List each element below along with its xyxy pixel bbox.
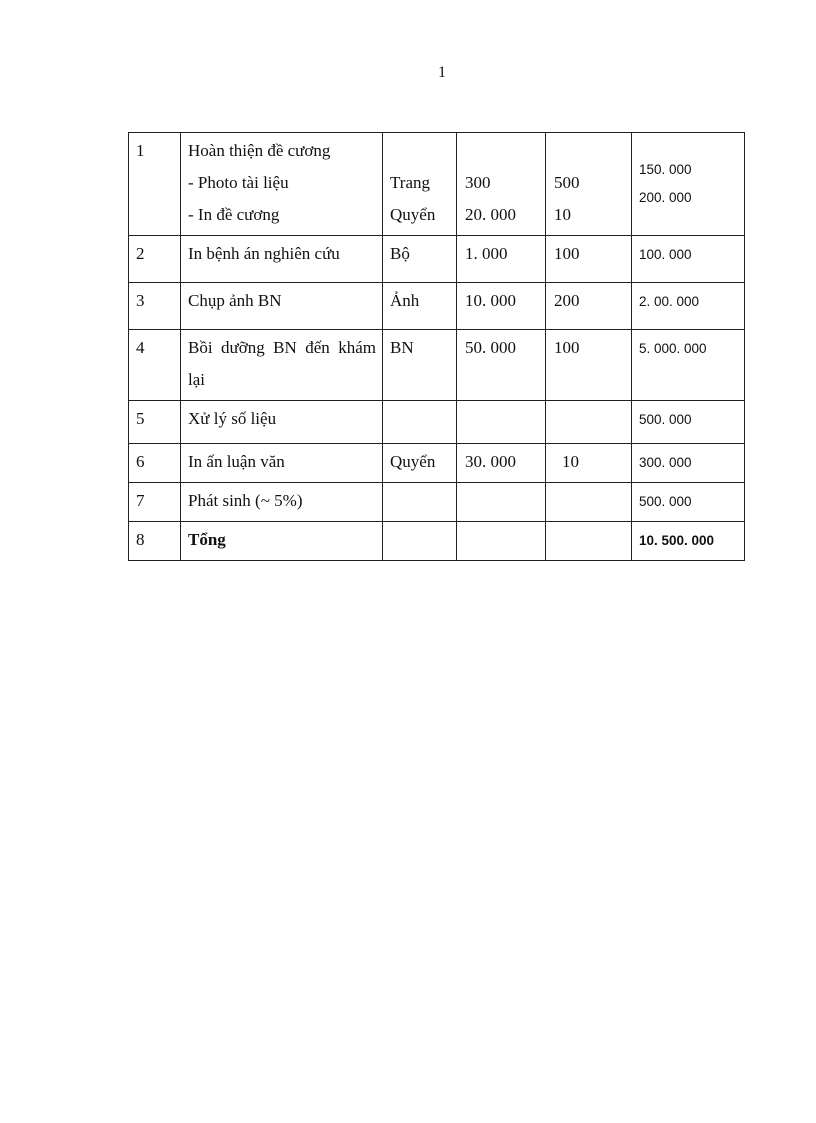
unit-cell: [383, 133, 457, 236]
price-cell: [457, 401, 546, 444]
grand-total-cell: 10. 500. 000: [632, 522, 745, 561]
page-number: 1: [438, 64, 446, 81]
unit-cell: Bộ: [383, 236, 457, 283]
unit-line: [390, 135, 450, 167]
item-cell: Phát sinh (~ 5%): [181, 483, 383, 522]
total-cell: 500. 000: [632, 401, 745, 444]
table-row: [129, 283, 745, 330]
total-cell: 2. 00. 000: [632, 283, 745, 330]
total-cell: 100. 000: [632, 236, 745, 283]
item-cell: [181, 133, 383, 236]
unit-line: Trang: [390, 173, 430, 192]
table-row: [129, 401, 745, 444]
unit-cell: Ảnh: [383, 283, 457, 330]
item-cell: Bồi dưỡng BN đến khám lại: [181, 330, 383, 401]
price-cell: 1. 000: [457, 236, 546, 283]
unit-cell: [383, 401, 457, 444]
unit-line: Quyển: [390, 205, 436, 224]
price-line: 20. 000: [465, 205, 516, 224]
qty-line: 500: [554, 173, 580, 192]
price-cell: [457, 522, 546, 561]
total-cell: 300. 000: [632, 444, 745, 483]
table-row: [129, 483, 745, 522]
stt-cell: 5: [129, 401, 181, 444]
qty-cell: 10: [546, 444, 632, 483]
price-line: [465, 135, 539, 167]
stt-cell: 7: [129, 483, 181, 522]
table-row: [129, 444, 745, 483]
table-row: [129, 133, 745, 236]
qty-cell: [546, 522, 632, 561]
unit-cell: [383, 483, 457, 522]
qty-cell: 100: [546, 330, 632, 401]
stt-cell: 3: [129, 283, 181, 330]
price-line: 300: [465, 173, 491, 192]
qty-cell: 200: [546, 283, 632, 330]
total-line: 200. 000: [639, 190, 692, 205]
total-cell: 500. 000: [632, 483, 745, 522]
price-cell: [457, 133, 546, 236]
total-cell: 5. 000. 000: [632, 330, 745, 401]
item-cell: Chụp ảnh BN: [181, 283, 383, 330]
total-line: 150. 000: [639, 162, 692, 177]
item-cell: In bệnh án nghiên cứu: [181, 236, 383, 283]
total-cell: [632, 133, 745, 236]
table-row: [129, 330, 745, 401]
total-label-cell: Tổng: [181, 522, 383, 561]
item-line: Hoàn thiện đề cương: [188, 141, 331, 160]
stt-cell: 8: [129, 522, 181, 561]
unit-cell: Quyển: [383, 444, 457, 483]
item-cell: In ấn luận văn: [181, 444, 383, 483]
price-cell: [457, 483, 546, 522]
item-cell: Xử lý số liệu: [181, 401, 383, 444]
price-cell: 50. 000: [457, 330, 546, 401]
item-line: - In đề cương: [188, 205, 280, 224]
stt-cell: 1: [129, 133, 181, 236]
budget-table: [128, 132, 745, 561]
unit-cell: [383, 522, 457, 561]
qty-line: [554, 135, 625, 167]
unit-cell: BN: [383, 330, 457, 401]
price-cell: 10. 000: [457, 283, 546, 330]
table-row: [129, 522, 745, 561]
stt-cell: 6: [129, 444, 181, 483]
qty-cell: 100: [546, 236, 632, 283]
qty-cell: [546, 133, 632, 236]
qty-cell: [546, 401, 632, 444]
stt-cell: 2: [129, 236, 181, 283]
total-line: [639, 138, 738, 156]
qty-cell: [546, 483, 632, 522]
table-row: [129, 236, 745, 283]
price-cell: 30. 000: [457, 444, 546, 483]
stt-cell: 4: [129, 330, 181, 401]
item-line: - Photo tài liệu: [188, 173, 289, 192]
qty-line: 10: [554, 205, 571, 224]
